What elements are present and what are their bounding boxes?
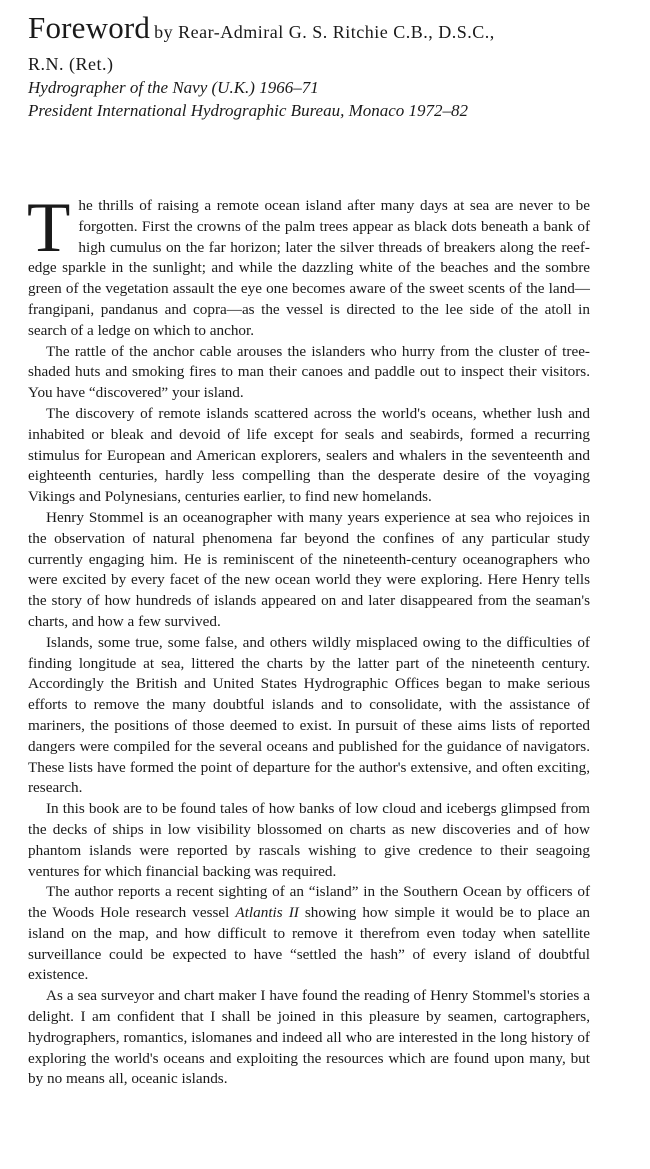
author-byline: by Rear-Admiral G. S. Ritchie C.B., D.S.C.,	[154, 22, 495, 42]
paragraph-1-text: he thrills of raising a remote ocean island after many days at sea are never to be forgotten. First the crowns of the palm trees appear as black dots beneath a bank of high cumulus on the far horizon; later the silver threads of breakers along the reef-edge sparkle in the sunlight; and while the dazzling white of the beaches and the sombre green of the vegetation assault the eye one becomes aware of the sweet scents of the land—frangipani, pandanus and copra—as the vessel is directed to the lee side of the atoll in search of a ledge on which to anchor.	[28, 197, 590, 339]
paragraph-6: In this book are to be found tales of how banks of low cloud and icebergs glimpsed from the decks of ships in low visibility blossomed on charts as new discoveries and of how phantom islands were reported by rascals wishing to give credence to their seagoing ventures for which financial backing was required.	[28, 800, 590, 880]
paragraph-7-text-a: The author reports a recent sighting of an “island” in the Southern Ocean by officers of the Woods Hole research vessel	[28, 883, 590, 922]
author-credit-president: President International Hydrographic Bureau, Monaco 1972–82	[28, 101, 469, 120]
title-line	[28, 10, 590, 52]
paragraph-5: Islands, some true, some false, and others wildly misplaced owing to the difficulties of finding longitude at sea, littered the charts by the latter part of the nineteenth century. Accordingly the British and United States Hydrographic Offices began to make serious efforts to remove the many doubtful islands and to consolidate, with the assistance of mariners, the positions of those deemed to exist. In pursuit of these aims lists of reported dangers were compiled for the several oceans and published for the guidance of navigators. These lists have formed the point of departure for the author's extensive, and often exciting, research.	[28, 633, 590, 797]
paragraph-2: The rattle of the anchor cable arouses the islanders who hurry from the cluster of tree-shaded huts and smoking fires to man their canoes and paddle out to inspect their visitors. You have “discovered” your island.	[28, 342, 590, 402]
author-credit-hydrographer: Hydrographer of the Navy (U.K.) 1966–71	[28, 78, 319, 97]
paragraph-4: Henry Stommel is an oceanographer with many years experience at sea who rejoices in the observation of natural phenomena far beyond the confines of any particular study currently engaging him. He is reminiscent of the nineteenth-century oceanographers who were excited by every facet of the new ocean world they were exploring. Here Henry tells the story of how hundreds of islands appeared on and later disappeared from the seaman's charts, and how a few survived.	[28, 508, 590, 630]
paragraph-7-text-b: showing how simple it would be to place an island on the map, and how difficult to remove it therefrom even today when satellite surveillance could be expected to have “settled the hash” of every island of doubtful existence.	[28, 904, 591, 984]
foreword-body	[27, 189, 591, 1090]
author-byline-continued: R.N. (Ret.)	[28, 54, 114, 74]
drop-cap: T	[27, 189, 71, 267]
foreword-header	[28, 10, 590, 122]
ship-name: Atlantis II	[235, 904, 299, 922]
paragraph-3: The discovery of remote islands scattered across the world's oceans, whether lush and inhabited or bleak and devoid of life except for seals and seabirds, formed a recurring stimulus for European and American explorers, sealers and whalers in the seventeenth and eighteenth centuries, hardly less compelling than the desperate desire of the voyaging Vikings and Polynesians, centuries earlier, to find new homelands.	[28, 404, 590, 506]
paragraph-8: As a sea surveyor and chart maker I have found the reading of Henry Stommel's stories a delight. I am confident that I shall be joined in this pleasure by seamen, cartographers, hydrographers, romantics, islomanes and indeed all who are interested in the long history of exploring the world's oceans and exploiting the resources which are found upon many, but by no means all, oceanic islands.	[28, 987, 590, 1088]
paragraph-1	[27, 189, 590, 342]
page-title: Foreword	[28, 10, 151, 45]
paragraph-7	[28, 882, 590, 986]
